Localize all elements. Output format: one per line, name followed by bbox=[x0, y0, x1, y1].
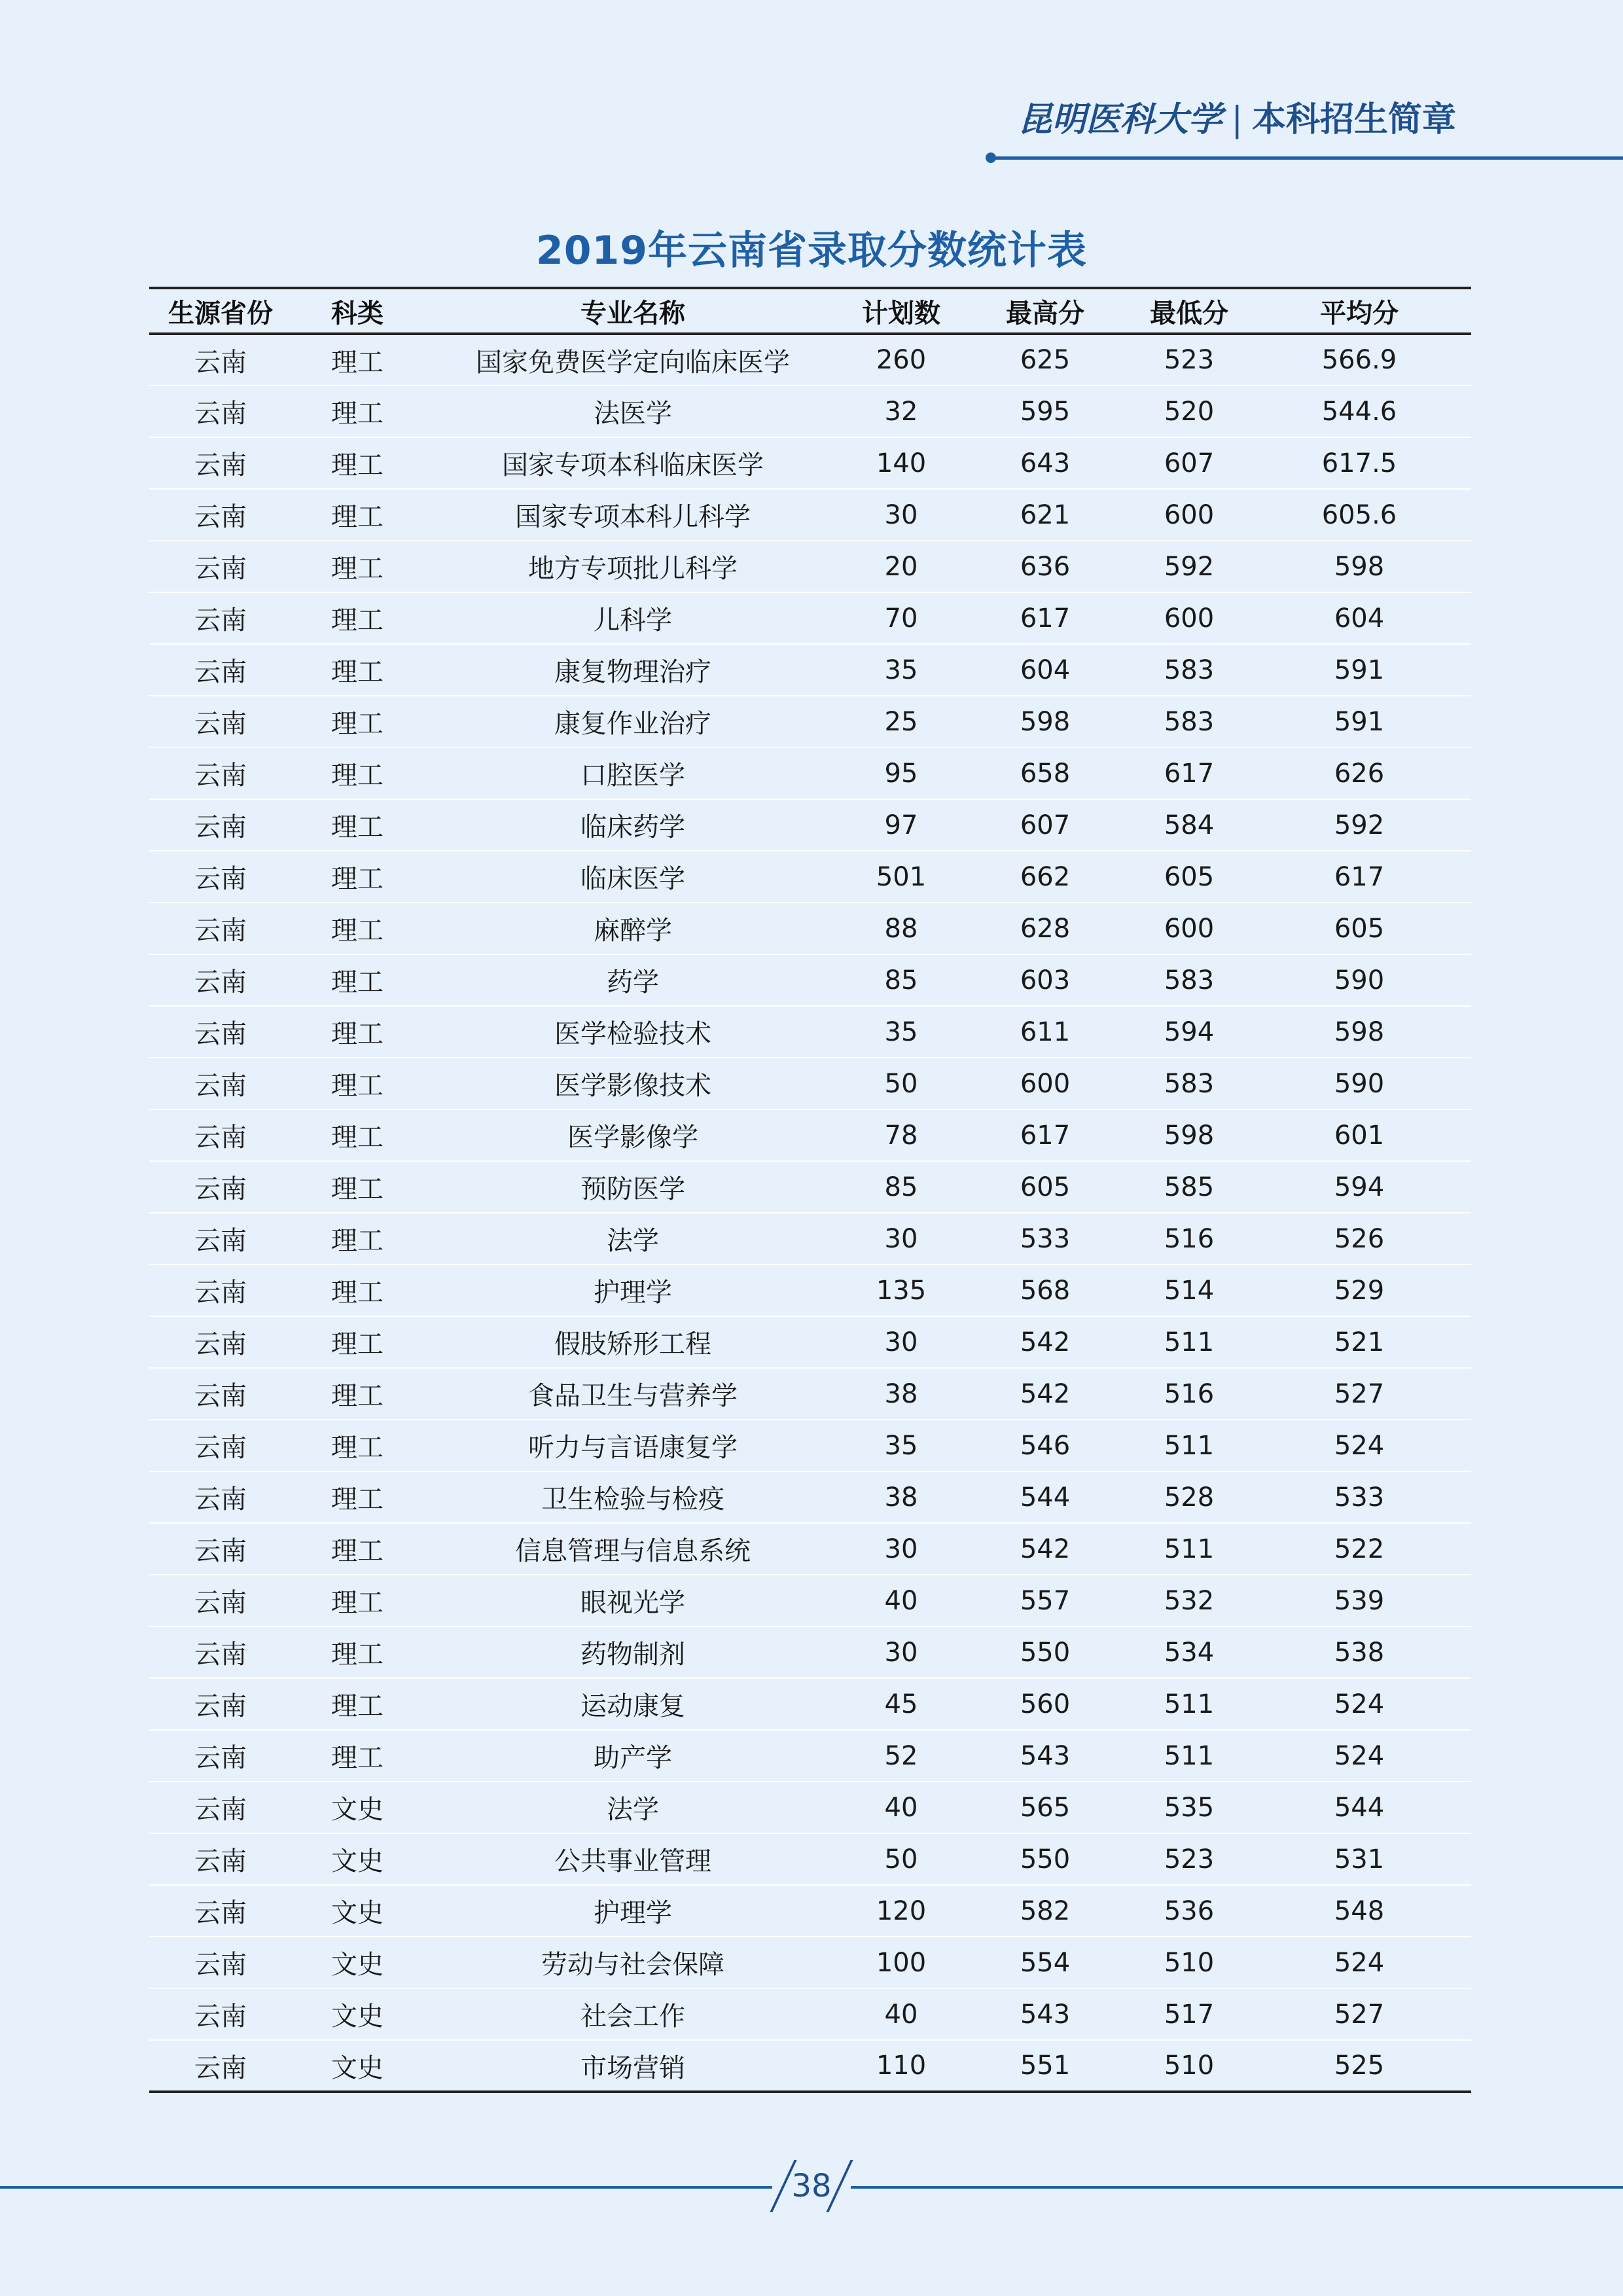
cell-province: 云南 bbox=[149, 1833, 292, 1885]
cell-max-score: 643 bbox=[959, 437, 1131, 489]
cell-max-score: 600 bbox=[959, 1058, 1131, 1109]
cell-category: 理工 bbox=[292, 799, 423, 851]
cell-avg-score: 524 bbox=[1247, 1730, 1471, 1782]
page-title: 2019年云南省录取分数统计表 bbox=[536, 228, 1087, 274]
cell-plan-count: 140 bbox=[843, 437, 959, 489]
cell-avg-score: 601 bbox=[1247, 1109, 1471, 1161]
table-row bbox=[149, 1626, 1471, 1678]
cell-max-score: 544 bbox=[959, 1471, 1131, 1523]
cell-province: 云南 bbox=[149, 903, 292, 954]
table-row bbox=[149, 1316, 1471, 1368]
table-header-row bbox=[149, 288, 1471, 334]
cell-category: 理工 bbox=[292, 1678, 423, 1730]
cell-plan-count: 85 bbox=[843, 1161, 959, 1213]
cell-avg-score: 533 bbox=[1247, 1471, 1471, 1523]
table-row bbox=[149, 334, 1471, 386]
cell-major: 法学 bbox=[423, 1213, 843, 1265]
table-row bbox=[149, 1988, 1471, 2040]
cell-avg-score: 594 bbox=[1247, 1161, 1471, 1213]
cell-province: 云南 bbox=[149, 1988, 292, 2040]
cell-avg-score: 617 bbox=[1247, 851, 1471, 903]
cell-province: 云南 bbox=[149, 1730, 292, 1782]
cell-category: 理工 bbox=[292, 541, 423, 592]
cell-min-score: 583 bbox=[1131, 954, 1247, 1006]
cell-max-score: 658 bbox=[959, 747, 1131, 799]
cell-major: 运动康复 bbox=[423, 1678, 843, 1730]
table-row bbox=[149, 1678, 1471, 1730]
cell-category: 文史 bbox=[292, 1937, 423, 1988]
cell-category: 理工 bbox=[292, 1316, 423, 1368]
table-row bbox=[149, 437, 1471, 489]
cell-category: 理工 bbox=[292, 592, 423, 644]
table-body bbox=[149, 334, 1471, 2092]
cell-min-score: 511 bbox=[1131, 1678, 1247, 1730]
cell-min-score: 517 bbox=[1131, 1988, 1247, 2040]
cell-major: 卫生检验与检疫 bbox=[423, 1471, 843, 1523]
cell-major: 法学 bbox=[423, 1782, 843, 1833]
table-row bbox=[149, 1937, 1471, 1988]
cell-province: 云南 bbox=[149, 592, 292, 644]
table-row bbox=[149, 1265, 1471, 1316]
cell-max-score: 542 bbox=[959, 1316, 1131, 1368]
cell-province: 云南 bbox=[149, 1420, 292, 1471]
school-name: 昆明医科大学 bbox=[1018, 99, 1222, 139]
cell-min-score: 598 bbox=[1131, 1109, 1247, 1161]
cell-major: 信息管理与信息系统 bbox=[423, 1523, 843, 1575]
cell-category: 理工 bbox=[292, 851, 423, 903]
cell-province: 云南 bbox=[149, 1885, 292, 1937]
cell-min-score: 534 bbox=[1131, 1626, 1247, 1678]
cell-plan-count: 97 bbox=[843, 799, 959, 851]
cell-min-score: 510 bbox=[1131, 1937, 1247, 1988]
cell-plan-count: 95 bbox=[843, 747, 959, 799]
cell-max-score: 554 bbox=[959, 1937, 1131, 1988]
cell-province: 云南 bbox=[149, 437, 292, 489]
cell-province: 云南 bbox=[149, 1678, 292, 1730]
cell-plan-count: 30 bbox=[843, 1316, 959, 1368]
column-header-min-score: 最低分 bbox=[1131, 288, 1247, 334]
table-row bbox=[149, 1523, 1471, 1575]
cell-major: 口腔医学 bbox=[423, 747, 843, 799]
cell-max-score: 625 bbox=[959, 334, 1131, 386]
cell-major: 国家免费医学定向临床医学 bbox=[423, 334, 843, 386]
table-row bbox=[149, 1885, 1471, 1937]
cell-major: 法医学 bbox=[423, 386, 843, 437]
cell-major: 医学影像学 bbox=[423, 1109, 843, 1161]
header-rule-dot bbox=[986, 152, 996, 163]
cell-category: 理工 bbox=[292, 1523, 423, 1575]
cell-min-score: 600 bbox=[1131, 903, 1247, 954]
cell-min-score: 511 bbox=[1131, 1420, 1247, 1471]
table-row bbox=[149, 851, 1471, 903]
cell-category: 理工 bbox=[292, 489, 423, 541]
cell-plan-count: 501 bbox=[843, 851, 959, 903]
cell-category: 理工 bbox=[292, 1730, 423, 1782]
table-row bbox=[149, 1368, 1471, 1420]
cell-province: 云南 bbox=[149, 851, 292, 903]
cell-major: 地方专项批儿科学 bbox=[423, 541, 843, 592]
cell-min-score: 583 bbox=[1131, 696, 1247, 747]
cell-province: 云南 bbox=[149, 1523, 292, 1575]
cell-province: 云南 bbox=[149, 644, 292, 696]
cell-plan-count: 40 bbox=[843, 1782, 959, 1833]
cell-min-score: 584 bbox=[1131, 799, 1247, 851]
cell-max-score: 551 bbox=[959, 2040, 1131, 2092]
cell-plan-count: 52 bbox=[843, 1730, 959, 1782]
cell-major: 市场营销 bbox=[423, 2040, 843, 2092]
cell-avg-score: 566.9 bbox=[1247, 334, 1471, 386]
cell-min-score: 607 bbox=[1131, 437, 1247, 489]
cell-avg-score: 591 bbox=[1247, 696, 1471, 747]
table-row bbox=[149, 644, 1471, 696]
cell-max-score: 533 bbox=[959, 1213, 1131, 1265]
cell-province: 云南 bbox=[149, 1316, 292, 1368]
table-row bbox=[149, 1782, 1471, 1833]
cell-avg-score: 524 bbox=[1247, 1420, 1471, 1471]
cell-max-score: 621 bbox=[959, 489, 1131, 541]
cell-min-score: 605 bbox=[1131, 851, 1247, 903]
table-row bbox=[149, 386, 1471, 437]
cell-min-score: 528 bbox=[1131, 1471, 1247, 1523]
cell-plan-count: 30 bbox=[843, 1523, 959, 1575]
cell-avg-score: 591 bbox=[1247, 644, 1471, 696]
admission-score-table bbox=[149, 287, 1471, 2093]
cell-category: 文史 bbox=[292, 1988, 423, 2040]
cell-major: 医学影像技术 bbox=[423, 1058, 843, 1109]
cell-province: 云南 bbox=[149, 1782, 292, 1833]
cell-province: 云南 bbox=[149, 489, 292, 541]
cell-category: 理工 bbox=[292, 1626, 423, 1678]
admission-score-table-wrapper bbox=[149, 287, 1471, 2093]
cell-category: 理工 bbox=[292, 747, 423, 799]
cell-category: 理工 bbox=[292, 1471, 423, 1523]
cell-min-score: 583 bbox=[1131, 1058, 1247, 1109]
cell-category: 文史 bbox=[292, 1833, 423, 1885]
cell-category: 理工 bbox=[292, 1006, 423, 1058]
cell-min-score: 600 bbox=[1131, 592, 1247, 644]
column-header-category: 科类 bbox=[292, 288, 423, 334]
cell-min-score: 594 bbox=[1131, 1006, 1247, 1058]
cell-max-score: 542 bbox=[959, 1523, 1131, 1575]
table-row bbox=[149, 1471, 1471, 1523]
cell-avg-score: 605 bbox=[1247, 903, 1471, 954]
footer-rule-left bbox=[0, 2186, 772, 2189]
table-row bbox=[149, 1213, 1471, 1265]
table-row bbox=[149, 592, 1471, 644]
header-brand bbox=[1018, 92, 1456, 141]
cell-category: 文史 bbox=[292, 1885, 423, 1937]
cell-major: 药物制剂 bbox=[423, 1626, 843, 1678]
cell-category: 理工 bbox=[292, 1109, 423, 1161]
cell-plan-count: 260 bbox=[843, 334, 959, 386]
column-header-avg-score: 平均分 bbox=[1247, 288, 1471, 334]
cell-avg-score: 544.6 bbox=[1247, 386, 1471, 437]
cell-province: 云南 bbox=[149, 1213, 292, 1265]
cell-avg-score: 527 bbox=[1247, 1368, 1471, 1420]
cell-major: 临床药学 bbox=[423, 799, 843, 851]
table-row bbox=[149, 1006, 1471, 1058]
cell-province: 云南 bbox=[149, 1626, 292, 1678]
cell-min-score: 511 bbox=[1131, 1523, 1247, 1575]
cell-major: 护理学 bbox=[423, 1265, 843, 1316]
table-row bbox=[149, 1161, 1471, 1213]
cell-province: 云南 bbox=[149, 696, 292, 747]
footer-rule-right bbox=[851, 2186, 1623, 2189]
cell-plan-count: 88 bbox=[843, 903, 959, 954]
cell-plan-count: 110 bbox=[843, 2040, 959, 2092]
cell-category: 理工 bbox=[292, 334, 423, 386]
cell-plan-count: 20 bbox=[843, 541, 959, 592]
cell-major: 护理学 bbox=[423, 1885, 843, 1937]
cell-plan-count: 70 bbox=[843, 592, 959, 644]
cell-min-score: 583 bbox=[1131, 644, 1247, 696]
cell-avg-score: 604 bbox=[1247, 592, 1471, 644]
cell-province: 云南 bbox=[149, 2040, 292, 2092]
cell-max-score: 617 bbox=[959, 1109, 1131, 1161]
header-rule bbox=[993, 156, 1623, 160]
cell-province: 云南 bbox=[149, 541, 292, 592]
cell-max-score: 543 bbox=[959, 1730, 1131, 1782]
table-row bbox=[149, 489, 1471, 541]
cell-avg-score: 592 bbox=[1247, 799, 1471, 851]
cell-plan-count: 30 bbox=[843, 1213, 959, 1265]
cell-major: 康复作业治疗 bbox=[423, 696, 843, 747]
cell-max-score: 543 bbox=[959, 1988, 1131, 2040]
cell-category: 文史 bbox=[292, 1782, 423, 1833]
cell-min-score: 532 bbox=[1131, 1575, 1247, 1626]
cell-plan-count: 35 bbox=[843, 644, 959, 696]
cell-avg-score: 522 bbox=[1247, 1523, 1471, 1575]
table-row bbox=[149, 1058, 1471, 1109]
cell-min-score: 523 bbox=[1131, 1833, 1247, 1885]
cell-max-score: 662 bbox=[959, 851, 1131, 903]
cell-province: 云南 bbox=[149, 334, 292, 386]
cell-major: 预防医学 bbox=[423, 1161, 843, 1213]
cell-avg-score: 617.5 bbox=[1247, 437, 1471, 489]
cell-avg-score: 605.6 bbox=[1247, 489, 1471, 541]
cell-plan-count: 135 bbox=[843, 1265, 959, 1316]
cell-avg-score: 526 bbox=[1247, 1213, 1471, 1265]
column-header-major: 专业名称 bbox=[423, 288, 843, 334]
cell-plan-count: 40 bbox=[843, 1988, 959, 2040]
table-row bbox=[149, 799, 1471, 851]
cell-avg-score: 538 bbox=[1247, 1626, 1471, 1678]
table-row bbox=[149, 1730, 1471, 1782]
cell-major: 国家专项本科临床医学 bbox=[423, 437, 843, 489]
cell-plan-count: 38 bbox=[843, 1471, 959, 1523]
cell-max-score: 546 bbox=[959, 1420, 1131, 1471]
table-header bbox=[149, 288, 1471, 334]
cell-plan-count: 78 bbox=[843, 1109, 959, 1161]
cell-max-score: 603 bbox=[959, 954, 1131, 1006]
cell-major: 麻醉学 bbox=[423, 903, 843, 954]
cell-plan-count: 50 bbox=[843, 1833, 959, 1885]
cell-plan-count: 85 bbox=[843, 954, 959, 1006]
cell-avg-score: 590 bbox=[1247, 1058, 1471, 1109]
cell-major: 医学检验技术 bbox=[423, 1006, 843, 1058]
cell-plan-count: 100 bbox=[843, 1937, 959, 1988]
table-row bbox=[149, 2040, 1471, 2092]
cell-min-score: 536 bbox=[1131, 1885, 1247, 1937]
cell-category: 理工 bbox=[292, 903, 423, 954]
cell-avg-score: 527 bbox=[1247, 1988, 1471, 2040]
cell-max-score: 607 bbox=[959, 799, 1131, 851]
cell-max-score: 605 bbox=[959, 1161, 1131, 1213]
cell-plan-count: 50 bbox=[843, 1058, 959, 1109]
cell-major: 助产学 bbox=[423, 1730, 843, 1782]
cell-major: 食品卫生与营养学 bbox=[423, 1368, 843, 1420]
cell-avg-score: 598 bbox=[1247, 1006, 1471, 1058]
cell-min-score: 511 bbox=[1131, 1730, 1247, 1782]
cell-major: 社会工作 bbox=[423, 1988, 843, 2040]
cell-max-score: 550 bbox=[959, 1833, 1131, 1885]
cell-max-score: 560 bbox=[959, 1678, 1131, 1730]
table-row bbox=[149, 903, 1471, 954]
cell-avg-score: 524 bbox=[1247, 1678, 1471, 1730]
cell-province: 云南 bbox=[149, 1265, 292, 1316]
cell-province: 云南 bbox=[149, 747, 292, 799]
cell-min-score: 520 bbox=[1131, 386, 1247, 437]
cell-province: 云南 bbox=[149, 799, 292, 851]
cell-category: 理工 bbox=[292, 1575, 423, 1626]
table-row bbox=[149, 541, 1471, 592]
cell-major: 康复物理治疗 bbox=[423, 644, 843, 696]
column-header-max-score: 最高分 bbox=[959, 288, 1131, 334]
cell-avg-score: 544 bbox=[1247, 1782, 1471, 1833]
cell-min-score: 617 bbox=[1131, 747, 1247, 799]
cell-max-score: 542 bbox=[959, 1368, 1131, 1420]
cell-major: 儿科学 bbox=[423, 592, 843, 644]
cell-plan-count: 30 bbox=[843, 489, 959, 541]
cell-avg-score: 525 bbox=[1247, 2040, 1471, 2092]
cell-province: 云南 bbox=[149, 1058, 292, 1109]
cell-province: 云南 bbox=[149, 1471, 292, 1523]
header-separator: | bbox=[1231, 100, 1243, 139]
cell-max-score: 565 bbox=[959, 1782, 1131, 1833]
cell-max-score: 636 bbox=[959, 541, 1131, 592]
cell-category: 理工 bbox=[292, 1420, 423, 1471]
cell-min-score: 523 bbox=[1131, 334, 1247, 386]
table-row bbox=[149, 954, 1471, 1006]
cell-min-score: 516 bbox=[1131, 1213, 1247, 1265]
cell-plan-count: 32 bbox=[843, 386, 959, 437]
cell-min-score: 516 bbox=[1131, 1368, 1247, 1420]
cell-max-score: 598 bbox=[959, 696, 1131, 747]
cell-min-score: 600 bbox=[1131, 489, 1247, 541]
cell-plan-count: 45 bbox=[843, 1678, 959, 1730]
cell-category: 理工 bbox=[292, 954, 423, 1006]
table-row bbox=[149, 1420, 1471, 1471]
cell-min-score: 514 bbox=[1131, 1265, 1247, 1316]
cell-plan-count: 25 bbox=[843, 696, 959, 747]
cell-max-score: 611 bbox=[959, 1006, 1131, 1058]
table-row bbox=[149, 696, 1471, 747]
cell-major: 公共事业管理 bbox=[423, 1833, 843, 1885]
cell-major: 听力与言语康复学 bbox=[423, 1420, 843, 1471]
cell-min-score: 535 bbox=[1131, 1782, 1247, 1833]
cell-avg-score: 531 bbox=[1247, 1833, 1471, 1885]
cell-plan-count: 30 bbox=[843, 1626, 959, 1678]
cell-province: 云南 bbox=[149, 1006, 292, 1058]
cell-plan-count: 120 bbox=[843, 1885, 959, 1937]
cell-avg-score: 548 bbox=[1247, 1885, 1471, 1937]
cell-category: 文史 bbox=[292, 2040, 423, 2092]
cell-major: 眼视光学 bbox=[423, 1575, 843, 1626]
column-header-plan-count: 计划数 bbox=[843, 288, 959, 334]
cell-min-score: 511 bbox=[1131, 1316, 1247, 1368]
cell-max-score: 550 bbox=[959, 1626, 1131, 1678]
cell-major: 临床医学 bbox=[423, 851, 843, 903]
cell-max-score: 595 bbox=[959, 386, 1131, 437]
page-number: 38 bbox=[791, 2168, 832, 2204]
table-row bbox=[149, 747, 1471, 799]
cell-category: 理工 bbox=[292, 1265, 423, 1316]
cell-province: 云南 bbox=[149, 1161, 292, 1213]
cell-avg-score: 524 bbox=[1247, 1937, 1471, 1988]
cell-category: 理工 bbox=[292, 1213, 423, 1265]
cell-major: 国家专项本科儿科学 bbox=[423, 489, 843, 541]
cell-category: 理工 bbox=[292, 1368, 423, 1420]
cell-max-score: 582 bbox=[959, 1885, 1131, 1937]
column-header-province: 生源省份 bbox=[149, 288, 292, 334]
cell-plan-count: 40 bbox=[843, 1575, 959, 1626]
cell-plan-count: 35 bbox=[843, 1006, 959, 1058]
cell-category: 理工 bbox=[292, 1161, 423, 1213]
table-row bbox=[149, 1833, 1471, 1885]
cell-max-score: 628 bbox=[959, 903, 1131, 954]
cell-avg-score: 626 bbox=[1247, 747, 1471, 799]
cell-category: 理工 bbox=[292, 644, 423, 696]
cell-avg-score: 598 bbox=[1247, 541, 1471, 592]
cell-min-score: 510 bbox=[1131, 2040, 1247, 2092]
cell-category: 理工 bbox=[292, 1058, 423, 1109]
cell-province: 云南 bbox=[149, 386, 292, 437]
cell-category: 理工 bbox=[292, 696, 423, 747]
cell-max-score: 568 bbox=[959, 1265, 1131, 1316]
cell-min-score: 585 bbox=[1131, 1161, 1247, 1213]
cell-avg-score: 590 bbox=[1247, 954, 1471, 1006]
cell-province: 云南 bbox=[149, 1575, 292, 1626]
cell-plan-count: 38 bbox=[843, 1368, 959, 1420]
cell-major: 假肢矫形工程 bbox=[423, 1316, 843, 1368]
table-row bbox=[149, 1109, 1471, 1161]
cell-province: 云南 bbox=[149, 1368, 292, 1420]
cell-category: 理工 bbox=[292, 386, 423, 437]
cell-province: 云南 bbox=[149, 1109, 292, 1161]
table-row bbox=[149, 1575, 1471, 1626]
cell-avg-score: 521 bbox=[1247, 1316, 1471, 1368]
cell-max-score: 617 bbox=[959, 592, 1131, 644]
cell-plan-count: 35 bbox=[843, 1420, 959, 1471]
brochure-subtitle: 本科招生简章 bbox=[1251, 99, 1456, 139]
cell-category: 理工 bbox=[292, 437, 423, 489]
cell-avg-score: 539 bbox=[1247, 1575, 1471, 1626]
cell-province: 云南 bbox=[149, 954, 292, 1006]
cell-min-score: 592 bbox=[1131, 541, 1247, 592]
cell-max-score: 557 bbox=[959, 1575, 1131, 1626]
cell-major: 药学 bbox=[423, 954, 843, 1006]
cell-province: 云南 bbox=[149, 1937, 292, 1988]
cell-max-score: 604 bbox=[959, 644, 1131, 696]
cell-avg-score: 529 bbox=[1247, 1265, 1471, 1316]
cell-major: 劳动与社会保障 bbox=[423, 1937, 843, 1988]
